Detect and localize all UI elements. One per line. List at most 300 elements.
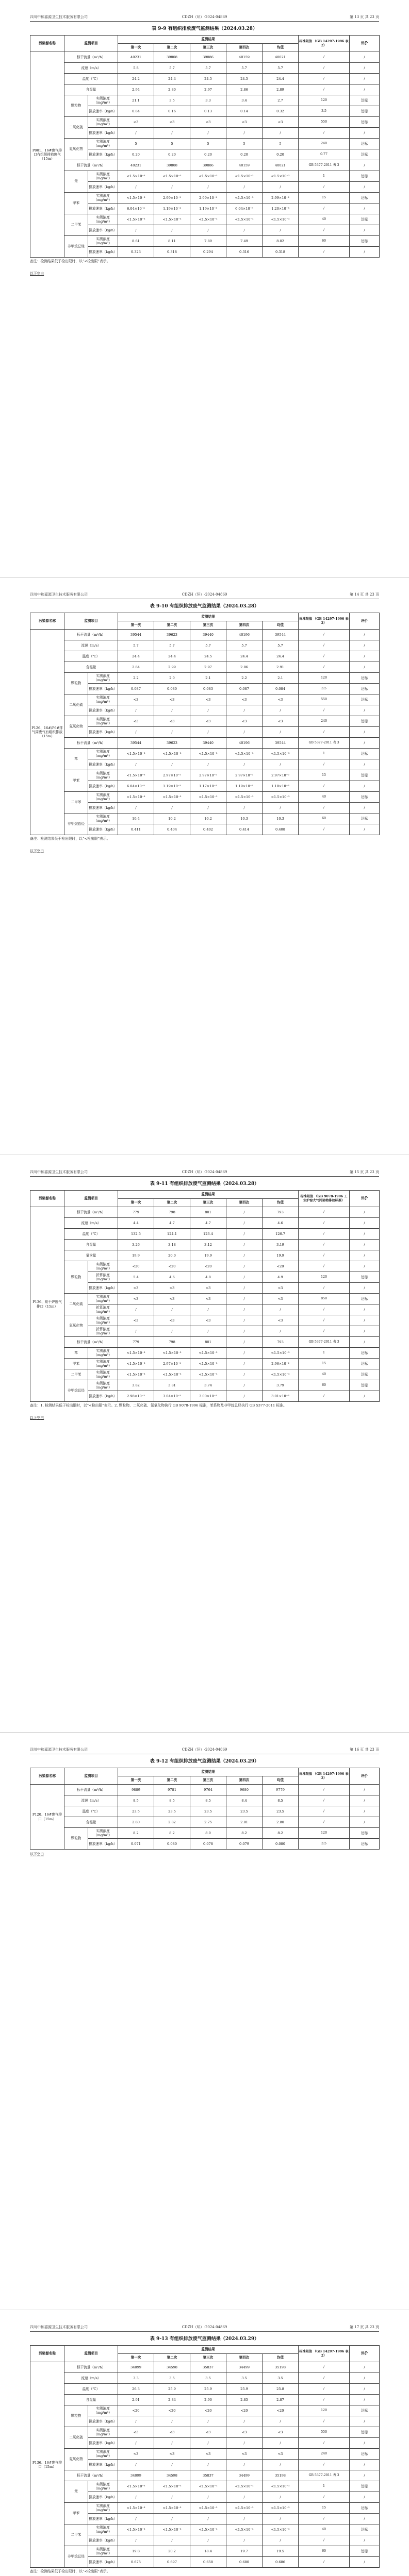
limit-value: 15 xyxy=(299,193,350,204)
result-value: 3.12 xyxy=(190,1240,226,1250)
limit-value: 60 xyxy=(299,236,350,247)
result-value: / xyxy=(190,2416,226,2427)
evaluation: / xyxy=(350,52,380,63)
result-value: 8.11 xyxy=(154,236,190,247)
result-value: <20 xyxy=(263,2405,299,2416)
pollutant-name: 颗粒物 xyxy=(64,1261,88,1294)
table-row xyxy=(30,139,380,149)
result-value: 4.9 xyxy=(263,1272,299,1283)
col-sample: 第二次 xyxy=(154,621,190,630)
evaluation: / xyxy=(350,2470,380,2481)
result-value: <1.5×10⁻³ xyxy=(263,749,299,759)
result-value: 3.3 xyxy=(190,95,226,106)
result-value: 2.1 xyxy=(190,673,226,684)
result-value: 0.20 xyxy=(263,149,299,160)
table-row xyxy=(30,640,380,651)
result-value: 8.02 xyxy=(263,236,299,247)
result-value: / xyxy=(190,128,226,139)
result-value: 1.18×10⁻³ xyxy=(263,781,299,792)
result-value: / xyxy=(154,182,190,193)
result-value: / xyxy=(190,1304,226,1315)
limit-value: / xyxy=(299,781,350,792)
metric-name: 实测浓度（mg/m³） xyxy=(88,214,118,225)
col-sample: 均值 xyxy=(263,1199,299,1207)
result-value: <3 xyxy=(190,1283,226,1294)
result-value: 6.04×10⁻⁵ xyxy=(226,204,263,214)
result-value: / xyxy=(226,2438,263,2449)
limit-value: / xyxy=(299,1250,350,1261)
result-value: 24.2 xyxy=(118,74,154,84)
result-value: <1.5×10⁻³ xyxy=(226,2524,263,2535)
result-value: 19.9 xyxy=(190,1250,226,1261)
result-value: 0.20 xyxy=(226,149,263,160)
result-value: 4.7 xyxy=(154,1218,190,1229)
result-value: <3 xyxy=(190,2427,226,2438)
result-value: <1.5×10⁻³ xyxy=(263,2481,299,2492)
result-value: / xyxy=(118,2460,154,2470)
result-value: <3 xyxy=(190,1315,226,1326)
metric-name: 排放速率（kg/h） xyxy=(88,1283,118,1294)
result-value: 0.404 xyxy=(154,824,190,835)
evaluation: 达标 xyxy=(350,2449,380,2460)
result-value: / xyxy=(226,1337,263,1348)
result-value: 0.414 xyxy=(226,824,263,835)
blank-below-link[interactable]: 以下空白 xyxy=(30,849,44,853)
limit-value: GB 5377-2011 表 3 xyxy=(299,738,350,749)
col-sample: 第一次 xyxy=(118,621,154,630)
metric-name: 实测浓度（mg/m³） xyxy=(88,171,118,182)
result-value: 3.5 xyxy=(154,2373,190,2384)
result-value: 39623 xyxy=(154,738,190,749)
result-value: 4.4 xyxy=(118,1218,154,1229)
limit-value: / xyxy=(299,1806,350,1817)
result-value: 0.14 xyxy=(226,106,263,117)
evaluation: 达标 xyxy=(350,694,380,705)
col-sample: 均值 xyxy=(263,621,299,630)
result-value: <3 xyxy=(154,2449,190,2460)
result-value: 0.078 xyxy=(190,1839,226,1850)
result-value: 19.7 xyxy=(226,2546,263,2557)
result-value: / xyxy=(118,2438,154,2449)
result-value: / xyxy=(226,759,263,770)
result-value: / xyxy=(226,1250,263,1261)
result-value: 0.697 xyxy=(154,2557,190,2568)
result-value: <1.5×10⁻³ xyxy=(154,2481,190,2492)
metric-name: 排放速率（kg/h） xyxy=(88,1839,118,1850)
limit-value: 240 xyxy=(299,139,350,149)
pollutant-name: 苯 xyxy=(64,171,88,193)
result-value: / xyxy=(226,128,263,139)
table-row xyxy=(30,2524,380,2535)
result-value: 2.0 xyxy=(154,673,190,684)
limit-value: / xyxy=(299,1315,350,1326)
result-value: <1.5×10⁻³ xyxy=(118,2524,154,2535)
limit-value: / xyxy=(299,2557,350,2568)
item-name: 标干流量（m³/h） xyxy=(64,630,118,640)
result-value: 3.81 xyxy=(154,1380,190,1391)
pollutant-name: 非甲烷总烃 xyxy=(64,1380,88,1402)
result-value: 1.19×10⁻³ xyxy=(154,204,190,214)
col-limit: 标准限值 （GB 14297-1996 表 2） xyxy=(299,1768,350,1785)
result-value: 3.5 xyxy=(263,2373,299,2384)
result-value: 0.316 xyxy=(226,247,263,258)
metric-name: 排放速率（kg/h） xyxy=(88,1391,118,1402)
metric-name: 实测浓度（mg/m³） xyxy=(88,117,118,128)
item-name: 温度（℃） xyxy=(64,74,118,84)
emission-table xyxy=(30,1768,380,1850)
result-value: 793 xyxy=(263,1337,299,1348)
result-value: 1.19×10⁻³ xyxy=(154,781,190,792)
limit-value: / xyxy=(299,247,350,258)
col-results: 监测结果 xyxy=(118,1191,299,1199)
result-value: 5 xyxy=(263,139,299,149)
item-name: 流速（m/s） xyxy=(64,1218,118,1229)
col-sample: 第一次 xyxy=(118,44,154,52)
result-value: <1.5×10⁻³ xyxy=(263,2524,299,2535)
table-row xyxy=(30,2546,380,2557)
evaluation: / xyxy=(350,182,380,193)
evaluation: / xyxy=(350,1391,380,1402)
col-results: 监测结果 xyxy=(118,36,299,44)
result-value: / xyxy=(263,225,299,236)
item-name: 标干流量（m³/h） xyxy=(64,738,118,749)
result-value: <3 xyxy=(263,2427,299,2438)
result-value: / xyxy=(226,1261,263,1272)
result-value: / xyxy=(154,2535,190,2546)
evaluation: 达标 xyxy=(350,2503,380,2514)
result-value: / xyxy=(154,128,190,139)
result-value: / xyxy=(226,1359,263,1369)
result-value: / xyxy=(263,759,299,770)
limit-value: 3.5 xyxy=(299,1839,350,1850)
result-value: / xyxy=(118,2535,154,2546)
result-value: 2.85 xyxy=(226,2395,263,2405)
result-value: 39808 xyxy=(154,52,190,63)
col-sample: 第二次 xyxy=(154,1199,190,1207)
metric-name: 折算浓度（mg/m³） xyxy=(88,1326,118,1337)
result-value: 8.0 xyxy=(190,1828,226,1839)
result-value: 2.2 xyxy=(118,673,154,684)
result-value: 3.5 xyxy=(154,95,190,106)
pollutant-name: 非甲烷总烃 xyxy=(64,2546,88,2568)
result-value: <1.5×10⁻³ xyxy=(154,2503,190,2514)
evaluation: / xyxy=(350,640,380,651)
pollutant-name: 颗粒物 xyxy=(64,95,88,117)
result-value: <1.5×10⁻³ xyxy=(226,2503,263,2514)
emission-table xyxy=(30,35,380,258)
table-row xyxy=(30,2395,380,2405)
result-value: 5.7 xyxy=(154,63,190,74)
limit-value: / xyxy=(299,651,350,662)
result-value: 35837 xyxy=(190,2470,226,2481)
table-row xyxy=(30,1229,380,1240)
result-value: 39886 xyxy=(190,160,226,171)
result-value: / xyxy=(226,705,263,716)
result-value: 24.4 xyxy=(154,74,190,84)
result-value: <1.5×10⁻³ xyxy=(263,1369,299,1380)
col-sample: 第四次 xyxy=(226,1776,263,1785)
blank-below-link[interactable]: 以下空白 xyxy=(30,1852,44,1856)
result-value: / xyxy=(226,1283,263,1294)
result-value: 21.1 xyxy=(118,95,154,106)
limit-value: / xyxy=(299,2438,350,2449)
limit-value: / xyxy=(299,63,350,74)
result-value: 9889 xyxy=(118,1785,154,1795)
result-value: <1.5×10⁻³ xyxy=(118,792,154,803)
limit-value: 120 xyxy=(299,1272,350,1283)
evaluation: / xyxy=(350,2416,380,2427)
result-value: / xyxy=(190,803,226,814)
result-value: 9779 xyxy=(263,1785,299,1795)
pollutant-name: 苯 xyxy=(64,749,88,770)
item-name: 流速（m/s） xyxy=(64,640,118,651)
pollutant-name: 苯 xyxy=(64,2481,88,2503)
result-value: <1.5×10⁻³ xyxy=(154,1348,190,1359)
result-value: <3 xyxy=(263,1283,299,1294)
result-value: 4.8 xyxy=(190,1272,226,1283)
result-value: 40231 xyxy=(118,52,154,63)
table-row xyxy=(30,2503,380,2514)
result-value: / xyxy=(263,727,299,738)
result-value: 39544 xyxy=(118,630,154,640)
result-value: 2.86 xyxy=(226,84,263,95)
result-value: <1.5×10⁻³ xyxy=(190,1348,226,1359)
result-value: <1.5×10⁻³ xyxy=(118,171,154,182)
evaluation: 达标 xyxy=(350,716,380,727)
item-name: 标干流量（m³/h） xyxy=(64,2470,118,2481)
metric-name: 实测浓度（mg/m³） xyxy=(88,2503,118,2514)
evaluation: / xyxy=(350,1785,380,1795)
evaluation: / xyxy=(350,74,380,84)
result-value: 126.7 xyxy=(263,1229,299,1240)
result-value: 7.89 xyxy=(190,236,226,247)
result-value: <3 xyxy=(154,2427,190,2438)
result-value: 3.04×10⁻³ xyxy=(154,1391,190,1402)
source-name: P136、烘干炉废气排口（15m） xyxy=(30,1207,64,1402)
company-name: 四川中和嘉源卫生技术服务有限公司 xyxy=(30,1170,88,1174)
result-value: 19.5 xyxy=(263,2546,299,2557)
col-results: 监测结果 xyxy=(118,613,299,621)
col-source: 污染源名称 xyxy=(30,36,64,52)
evaluation: / xyxy=(350,225,380,236)
result-value: <1.5×10⁻³ xyxy=(118,1359,154,1369)
result-value: / xyxy=(226,1240,263,1250)
evaluation: 达标 xyxy=(350,673,380,684)
metric-name: 实测浓度（mg/m³） xyxy=(88,1380,118,1391)
evaluation: / xyxy=(350,630,380,640)
limit-value: / xyxy=(299,225,350,236)
result-value: <1.5×10⁻³ xyxy=(118,2481,154,2492)
result-value: <1.5×10⁻³ xyxy=(154,214,190,225)
table-row xyxy=(30,74,380,84)
metric-name: 排放速率（kg/h） xyxy=(88,803,118,814)
result-value: 0.658 xyxy=(190,2557,226,2568)
result-value: 0.680 xyxy=(226,2557,263,2568)
result-value: 40196 xyxy=(226,738,263,749)
blank-below-link[interactable]: 以下空白 xyxy=(30,272,44,276)
evaluation: / xyxy=(350,1218,380,1229)
metric-name: 实测浓度（mg/m³） xyxy=(88,673,118,684)
result-value: 18.4 xyxy=(190,2546,226,2557)
limit-value: GB 5377-2011 表 3 xyxy=(299,160,350,171)
evaluation: / xyxy=(350,1337,380,1348)
pollutant-name: 二氧化硫 xyxy=(64,117,88,139)
result-value: <1.5×10⁻³ xyxy=(190,171,226,182)
col-sample: 均值 xyxy=(263,44,299,52)
result-value: <3 xyxy=(263,1315,299,1326)
metric-name: 排放速率（kg/h） xyxy=(88,2460,118,2470)
limit-value: 15 xyxy=(299,2503,350,2514)
limit-value: / xyxy=(299,1240,350,1250)
result-value: <3 xyxy=(190,117,226,128)
result-value: 2.82 xyxy=(154,1817,190,1828)
emission-table xyxy=(30,613,380,835)
pollutant-name: 二甲苯 xyxy=(64,2524,88,2546)
result-value: 23.5 xyxy=(118,1806,154,1817)
result-value: 2.91 xyxy=(263,662,299,673)
result-value: / xyxy=(154,1326,190,1337)
limit-value: / xyxy=(299,1304,350,1315)
result-value: 123.4 xyxy=(190,1229,226,1240)
result-value: 34099 xyxy=(118,2470,154,2481)
col-sample: 第一次 xyxy=(118,2354,154,2362)
evaluation: 达标 xyxy=(350,1380,380,1391)
table-row xyxy=(30,2405,380,2416)
result-value: <20 xyxy=(118,1261,154,1272)
evaluation: / xyxy=(350,1326,380,1337)
table-row xyxy=(30,814,380,824)
page-number: 第 16 页 共 23 页 xyxy=(350,1748,379,1752)
evaluation: / xyxy=(350,738,380,749)
evaluation: / xyxy=(350,1817,380,1828)
item-name: 流速（m/s） xyxy=(64,63,118,74)
table-row xyxy=(30,716,380,727)
col-sample: 第二次 xyxy=(154,2354,190,2362)
limit-value: 15 xyxy=(299,770,350,781)
result-value: <1.5×10⁻³ xyxy=(190,214,226,225)
result-value: 5 xyxy=(226,139,263,149)
result-value: / xyxy=(154,225,190,236)
result-value: 798 xyxy=(154,1337,190,1348)
result-value: 8.5 xyxy=(118,1795,154,1806)
result-value: 19.9 xyxy=(118,1250,154,1261)
col-sample: 均值 xyxy=(263,2354,299,2362)
limit-value: 3.5 xyxy=(299,106,350,117)
result-value: / xyxy=(226,1348,263,1359)
result-value: <20 xyxy=(226,2405,263,2416)
result-value: 0.318 xyxy=(154,247,190,258)
result-value: <1.5×10⁻³ xyxy=(118,749,154,759)
result-value: 0.16 xyxy=(154,106,190,117)
result-value: / xyxy=(226,2514,263,2524)
limit-value: / xyxy=(299,204,350,214)
table-row xyxy=(30,2362,380,2373)
source-name: P136、16#废气排口（15m） xyxy=(30,2362,64,2568)
result-value: / xyxy=(226,1315,263,1326)
result-value: 4.7 xyxy=(190,1218,226,1229)
result-value: 4.6 xyxy=(263,1218,299,1229)
metric-name: 排放速率（kg/h） xyxy=(88,225,118,236)
result-value: 0.294 xyxy=(190,247,226,258)
report-number: CDZH（环）-2024-04869 xyxy=(182,1170,227,1174)
result-value: 2.80 xyxy=(154,84,190,95)
metric-name: 实测浓度（mg/m³） xyxy=(88,1348,118,1359)
result-value: 24.4 xyxy=(263,74,299,84)
result-value: 8.2 xyxy=(118,1828,154,1839)
result-value: <1.5×10⁻³ xyxy=(154,2524,190,2535)
page-header xyxy=(30,2325,379,2332)
result-value: 5.8 xyxy=(118,63,154,74)
result-value: 2.97×10⁻² xyxy=(226,770,263,781)
table-row xyxy=(30,1380,380,1391)
table-row xyxy=(30,2470,380,2481)
metric-name: 排放速率（kg/h） xyxy=(88,727,118,738)
result-value: <1.5×10⁻³ xyxy=(226,749,263,759)
pollutant-name: 二甲苯 xyxy=(64,792,88,814)
result-value: 24.5 xyxy=(190,651,226,662)
limit-value: / xyxy=(299,803,350,814)
result-value: / xyxy=(226,1218,263,1229)
item-name: 温度（℃） xyxy=(64,1806,118,1817)
result-value: <3 xyxy=(263,2449,299,2460)
col-eval: 评价 xyxy=(350,613,380,630)
metric-name: 实测浓度（mg/m³） xyxy=(88,2546,118,2557)
item-name: 含湿量 xyxy=(64,1240,118,1250)
result-value: 2.99 xyxy=(154,662,190,673)
result-value: 5.7 xyxy=(190,63,226,74)
item-name: 含湿量 xyxy=(64,84,118,95)
result-value: 779 xyxy=(118,1337,154,1348)
limit-value: / xyxy=(299,2535,350,2546)
evaluation: 达标 xyxy=(350,1828,380,1839)
result-value: 39544 xyxy=(263,738,299,749)
evaluation: 达标 xyxy=(350,1294,380,1304)
table-row xyxy=(30,1785,380,1795)
result-value: / xyxy=(263,128,299,139)
result-value: / xyxy=(154,2416,190,2427)
company-name: 四川中和嘉源卫生技术服务有限公司 xyxy=(30,15,88,19)
result-value: / xyxy=(263,182,299,193)
limit-value: 240 xyxy=(299,716,350,727)
result-value: / xyxy=(226,1369,263,1380)
col-limit: 标准限值 （GB 14297-1996 表 2） xyxy=(299,613,350,630)
evaluation: 达标 xyxy=(350,2524,380,2535)
col-source: 污染源名称 xyxy=(30,2346,64,2362)
blank-below-link[interactable]: 以下空白 xyxy=(30,1416,44,1420)
result-value: 2.94 xyxy=(118,84,154,95)
result-value: 40021 xyxy=(263,52,299,63)
source-name: P120、16#废气排口（15m） xyxy=(30,1785,64,1850)
evaluation: / xyxy=(350,1261,380,1272)
result-value: <1.5×10⁻³ xyxy=(190,2503,226,2514)
result-value: 793 xyxy=(263,1207,299,1218)
result-value: 2.97×10⁻² xyxy=(190,770,226,781)
result-value: <1.5×10⁻³ xyxy=(226,2481,263,2492)
limit-value: 120 xyxy=(299,673,350,684)
result-value: <3 xyxy=(263,1294,299,1304)
source-name: P126、16#/P6#排气筒废气有组织排放（15m） xyxy=(30,630,64,835)
metric-name: 实测浓度（mg/m³） xyxy=(88,1359,118,1369)
metric-name: 实测浓度（mg/m³） xyxy=(88,749,118,759)
result-value: <3 xyxy=(226,716,263,727)
item-name: 标干流量（m³/h） xyxy=(64,1785,118,1795)
limit-value: / xyxy=(299,182,350,193)
limit-value: 40 xyxy=(299,214,350,225)
evaluation: 达标 xyxy=(350,792,380,803)
table-row xyxy=(30,171,380,182)
result-value: 2.97×10⁻² xyxy=(154,1359,190,1369)
result-value: <1.5×10⁻³ xyxy=(226,193,263,204)
